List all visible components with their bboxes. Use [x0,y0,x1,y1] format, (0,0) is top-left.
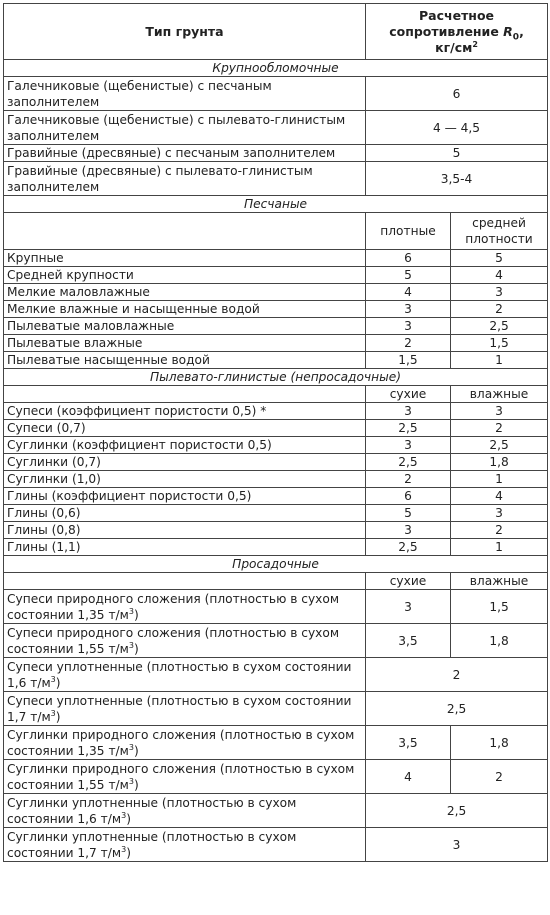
value-b: 2 [451,301,548,318]
subheader-dry: сухие [366,386,451,403]
table-row [4,726,548,760]
soil-name: Суглинки (коэффициент пористости 0,5) [4,437,366,454]
soil-name: Суглинки природного сложения (плотностью в сухом состоянии 1,35 $т/м^3$) [4,726,366,760]
table-row [4,250,548,267]
soil-name: Супеси природного сложения (плотностью в сухом состоянии 1,35 $т/м^3$) [4,590,366,624]
soil-name: Гравийные (дресвяные) с пылевато-глинистым заполнителем [4,162,366,196]
value-a: 4 [366,284,451,301]
soil-name: Глины (1,1) [4,539,366,556]
table-row [4,403,548,420]
value-a: 1,5 [366,352,451,369]
empty-cell [4,386,366,403]
value-b: 5 [451,250,548,267]
soil-name: Мелкие влажные и насыщенные водой [4,301,366,318]
soil-name: Средней крупности [4,267,366,284]
table-row [4,145,548,162]
table-row [4,471,548,488]
soil-name: Галечниковые (щебенистые) с пылевато-глинистым заполнителем [4,111,366,145]
subheader-row [4,213,548,250]
soil-name: Супеси уплотненные (плотностью в сухом состоянии 1,7 $т/м^3$) [4,692,366,726]
value-a: 5 [366,505,451,522]
value-b: 1 [451,471,548,488]
table-row [4,692,548,726]
resistance-value: 2 [366,658,548,692]
value-b: 1,8 [451,726,548,760]
section-title-subsiding: Просадочные [4,556,548,573]
subheader-dry: сухие [366,573,451,590]
value-a: 3 [366,590,451,624]
resistance-value: 6 [366,77,548,111]
soil-name: Суглинки природного сложения (плотностью в сухом состоянии 1,55 $т/м^3$) [4,760,366,794]
table-row [4,335,548,352]
value-b: 1 [451,539,548,556]
subheader-medium-density: средней плотности [451,213,548,250]
value-b: 3 [451,284,548,301]
value-b: 1 [451,352,548,369]
empty-cell [4,213,366,250]
header-resistance: Расчетное сопротивление $R_0$, $кг/см^2$ [366,4,548,60]
value-b: 4 [451,267,548,284]
table-row [4,437,548,454]
value-b: 2,5 [451,437,548,454]
table-row [4,454,548,471]
subheader-row [4,386,548,403]
value-b: 4 [451,488,548,505]
resistance-value: 2,5 [366,794,548,828]
table-row [4,420,548,437]
soil-name: Супеси (коэффициент пористости 0,5) * [4,403,366,420]
soil-resistance-table [3,3,548,862]
resistance-value: 4 — 4,5 [366,111,548,145]
value-a: 2 [366,471,451,488]
table-row [4,77,548,111]
table-row [4,352,548,369]
value-b: 1,5 [451,590,548,624]
soil-name: Супеси природного сложения (плотностью в сухом состоянии 1,55 $т/м^3$) [4,624,366,658]
value-b: 2 [451,522,548,539]
value-a: 3,5 [366,726,451,760]
soil-name: Глины (0,8) [4,522,366,539]
value-b: 2,5 [451,318,548,335]
value-a: 3 [366,403,451,420]
header-soil-type: Тип грунта [4,4,366,60]
soil-name: Суглинки уплотненные (плотностью в сухом состоянии 1,6 $т/м^3$) [4,794,366,828]
value-a: 2,5 [366,420,451,437]
value-a: 6 [366,488,451,505]
soil-name: Пылеватые маловлажные [4,318,366,335]
value-a: 6 [366,250,451,267]
value-b: 1,8 [451,624,548,658]
empty-cell [4,573,366,590]
value-a: 3 [366,318,451,335]
soil-name: Суглинки уплотненные (плотностью в сухом состоянии 1,7 $т/м^3$) [4,828,366,862]
subheader-wet: влажные [451,386,548,403]
table-row [4,522,548,539]
value-a: 3 [366,437,451,454]
value-b: 1,8 [451,454,548,471]
soil-name: Супеси уплотненные (плотностью в сухом состоянии 1,6 $т/м^3$) [4,658,366,692]
soil-name: Гравийные (дресвяные) с песчаным заполнителем [4,145,366,162]
table-row [4,828,548,862]
table-row [4,267,548,284]
table-row [4,760,548,794]
section-row [4,369,548,386]
soil-name: Суглинки (1,0) [4,471,366,488]
soil-name: Пылеватые влажные [4,335,366,352]
value-a: 3 [366,522,451,539]
table-row [4,539,548,556]
subheader-wet: влажные [451,573,548,590]
table-row [4,318,548,335]
table-row [4,624,548,658]
section-row [4,60,548,77]
value-a: 4 [366,760,451,794]
table-header-row [4,4,548,60]
soil-name: Глины (коэффициент пористости 0,5) [4,488,366,505]
table-row [4,111,548,145]
value-a: 2,5 [366,454,451,471]
section-title-sandy: Песчаные [4,196,548,213]
table-row [4,794,548,828]
resistance-value: 2,5 [366,692,548,726]
section-row [4,196,548,213]
section-title-silty-clay: Пылевато-глинистые (непросадочные) [4,369,548,386]
value-a: 2 [366,335,451,352]
resistance-value: 5 [366,145,548,162]
section-row [4,556,548,573]
table-row [4,590,548,624]
soil-name: Крупные [4,250,366,267]
soil-name: Глины (0,6) [4,505,366,522]
table-row [4,488,548,505]
soil-name: Мелкие маловлажные [4,284,366,301]
soil-name: Супеси (0,7) [4,420,366,437]
soil-name: Суглинки (0,7) [4,454,366,471]
table-row [4,658,548,692]
value-b: 3 [451,403,548,420]
resistance-value: 3 [366,828,548,862]
resistance-value: 3,5-4 [366,162,548,196]
value-a: 5 [366,267,451,284]
table-row [4,505,548,522]
value-a: 3,5 [366,624,451,658]
section-title-coarse: Крупнообломочные [4,60,548,77]
value-b: 2 [451,760,548,794]
table-row [4,284,548,301]
value-a: 2,5 [366,539,451,556]
soil-name: Галечниковые (щебенистые) с песчаным заполнителем [4,77,366,111]
subheader-row [4,573,548,590]
soil-name: Пылеватые насыщенные водой [4,352,366,369]
value-b: 2 [451,420,548,437]
subheader-dense: плотные [366,213,451,250]
value-b: 1,5 [451,335,548,352]
table-row [4,301,548,318]
value-a: 3 [366,301,451,318]
table-row [4,162,548,196]
value-b: 3 [451,505,548,522]
